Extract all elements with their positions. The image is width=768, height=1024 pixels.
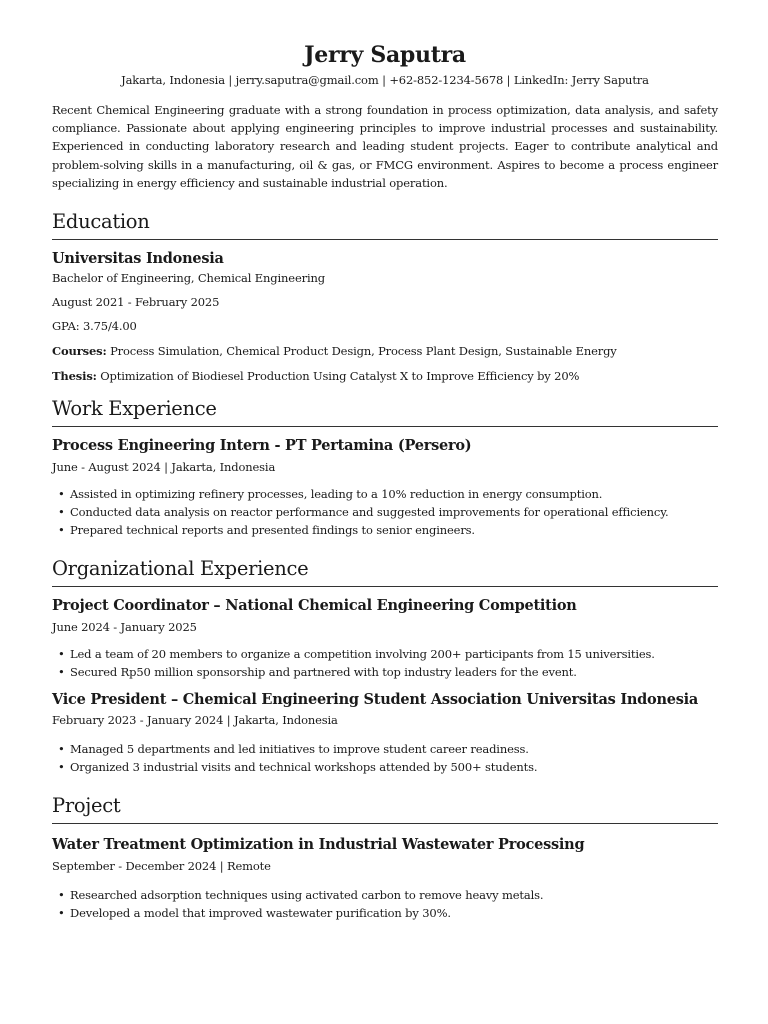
thesis-label: Thesis: [52, 369, 97, 384]
list-item: • Managed 5 departments and led initiatives to improve student career readiness. [58, 742, 529, 757]
work-title: Process Engineering Intern - PT Pertamina (Persero) [52, 437, 472, 455]
courses-value: Process Simulation, Chemical Product Design, Process Plant Design, Sustainable Energy [110, 344, 617, 359]
org-entry-title: Project Coordinator – National Chemical Engineering Competition [52, 597, 577, 615]
education-heading: Education [52, 210, 718, 240]
list-item: • Researched adsorption techniques using activated carbon to remove heavy metals. [58, 888, 544, 903]
summary-paragraph: Recent Chemical Engineering graduate with a strong foundation in process optimization, data analysis, and safety compliance. Passionate about applying engineering principles to improve industrial processes and sustainability. Experienced in conducting laboratory research and leading student projects. Eager to contribute analytical and problem-solving skills in a manufacturing, oil & gas, or FMCG environment. Aspires to become a process engineer specializing in energy efficiency and sustainable industrial operation. [52, 103, 718, 190]
education-dates: August 2021 - February 2025 [52, 295, 220, 310]
work-meta: June - August 2024 | Jakarta, Indonesia [52, 460, 276, 475]
org-entry-meta: June 2024 - January 2025 [52, 620, 197, 635]
org-entry-title: Vice President – Chemical Engineering Student Association Universitas Indonesia [52, 691, 699, 709]
thesis-value: Optimization of Biodiesel Production Using Catalyst X to Improve Efficiency by 20% [100, 369, 580, 384]
education-thesis [52, 368, 718, 384]
project-meta: September - December 2024 | Remote [52, 859, 271, 874]
org-entry-bullets [56, 740, 718, 776]
list-item: • Prepared technical reports and presented findings to senior engineers. [58, 523, 475, 538]
work-heading: Work Experience [52, 397, 718, 427]
project-heading: Project [52, 794, 718, 824]
list-item: • Secured Rp50 million sponsorship and partnered with top industry leaders for the event. [58, 665, 577, 680]
resume-page [52, 0, 718, 922]
contact-line: Jakarta, Indonesia | jerry.saputra@gmail.com | +62-852-1234-5678 | LinkedIn: Jerry Saputra [121, 73, 649, 87]
education-degree: Bachelor of Engineering, Chemical Engineering [52, 271, 325, 286]
courses-label: Courses: [52, 344, 107, 359]
org-entry-bullets [56, 645, 718, 681]
education-courses [52, 343, 718, 359]
education-gpa: GPA: 3.75/4.00 [52, 319, 137, 334]
list-item: • Led a team of 20 members to organize a competition involving 200+ participants from 15 universities. [58, 647, 655, 662]
list-item: • Organized 3 industrial visits and technical workshops attended by 500+ students. [58, 760, 538, 775]
list-item: • Developed a model that improved wastewater purification by 30%. [58, 906, 451, 921]
project-bullets [56, 886, 718, 922]
project-title: Water Treatment Optimization in Industrial Wastewater Processing [52, 836, 585, 854]
list-item: • Assisted in optimizing refinery processes, leading to a 10% reduction in energy consumption. [58, 487, 603, 502]
education-school: Universitas Indonesia [52, 250, 224, 268]
org-heading: Organizational Experience [52, 557, 718, 587]
work-bullets [56, 485, 718, 539]
list-item: • Conducted data analysis on reactor performance and suggested improvements for operational efficiency. [58, 505, 669, 520]
org-entry-meta: February 2023 - January 2024 | Jakarta, Indonesia [52, 713, 338, 728]
candidate-name: Jerry Saputra [304, 42, 466, 68]
